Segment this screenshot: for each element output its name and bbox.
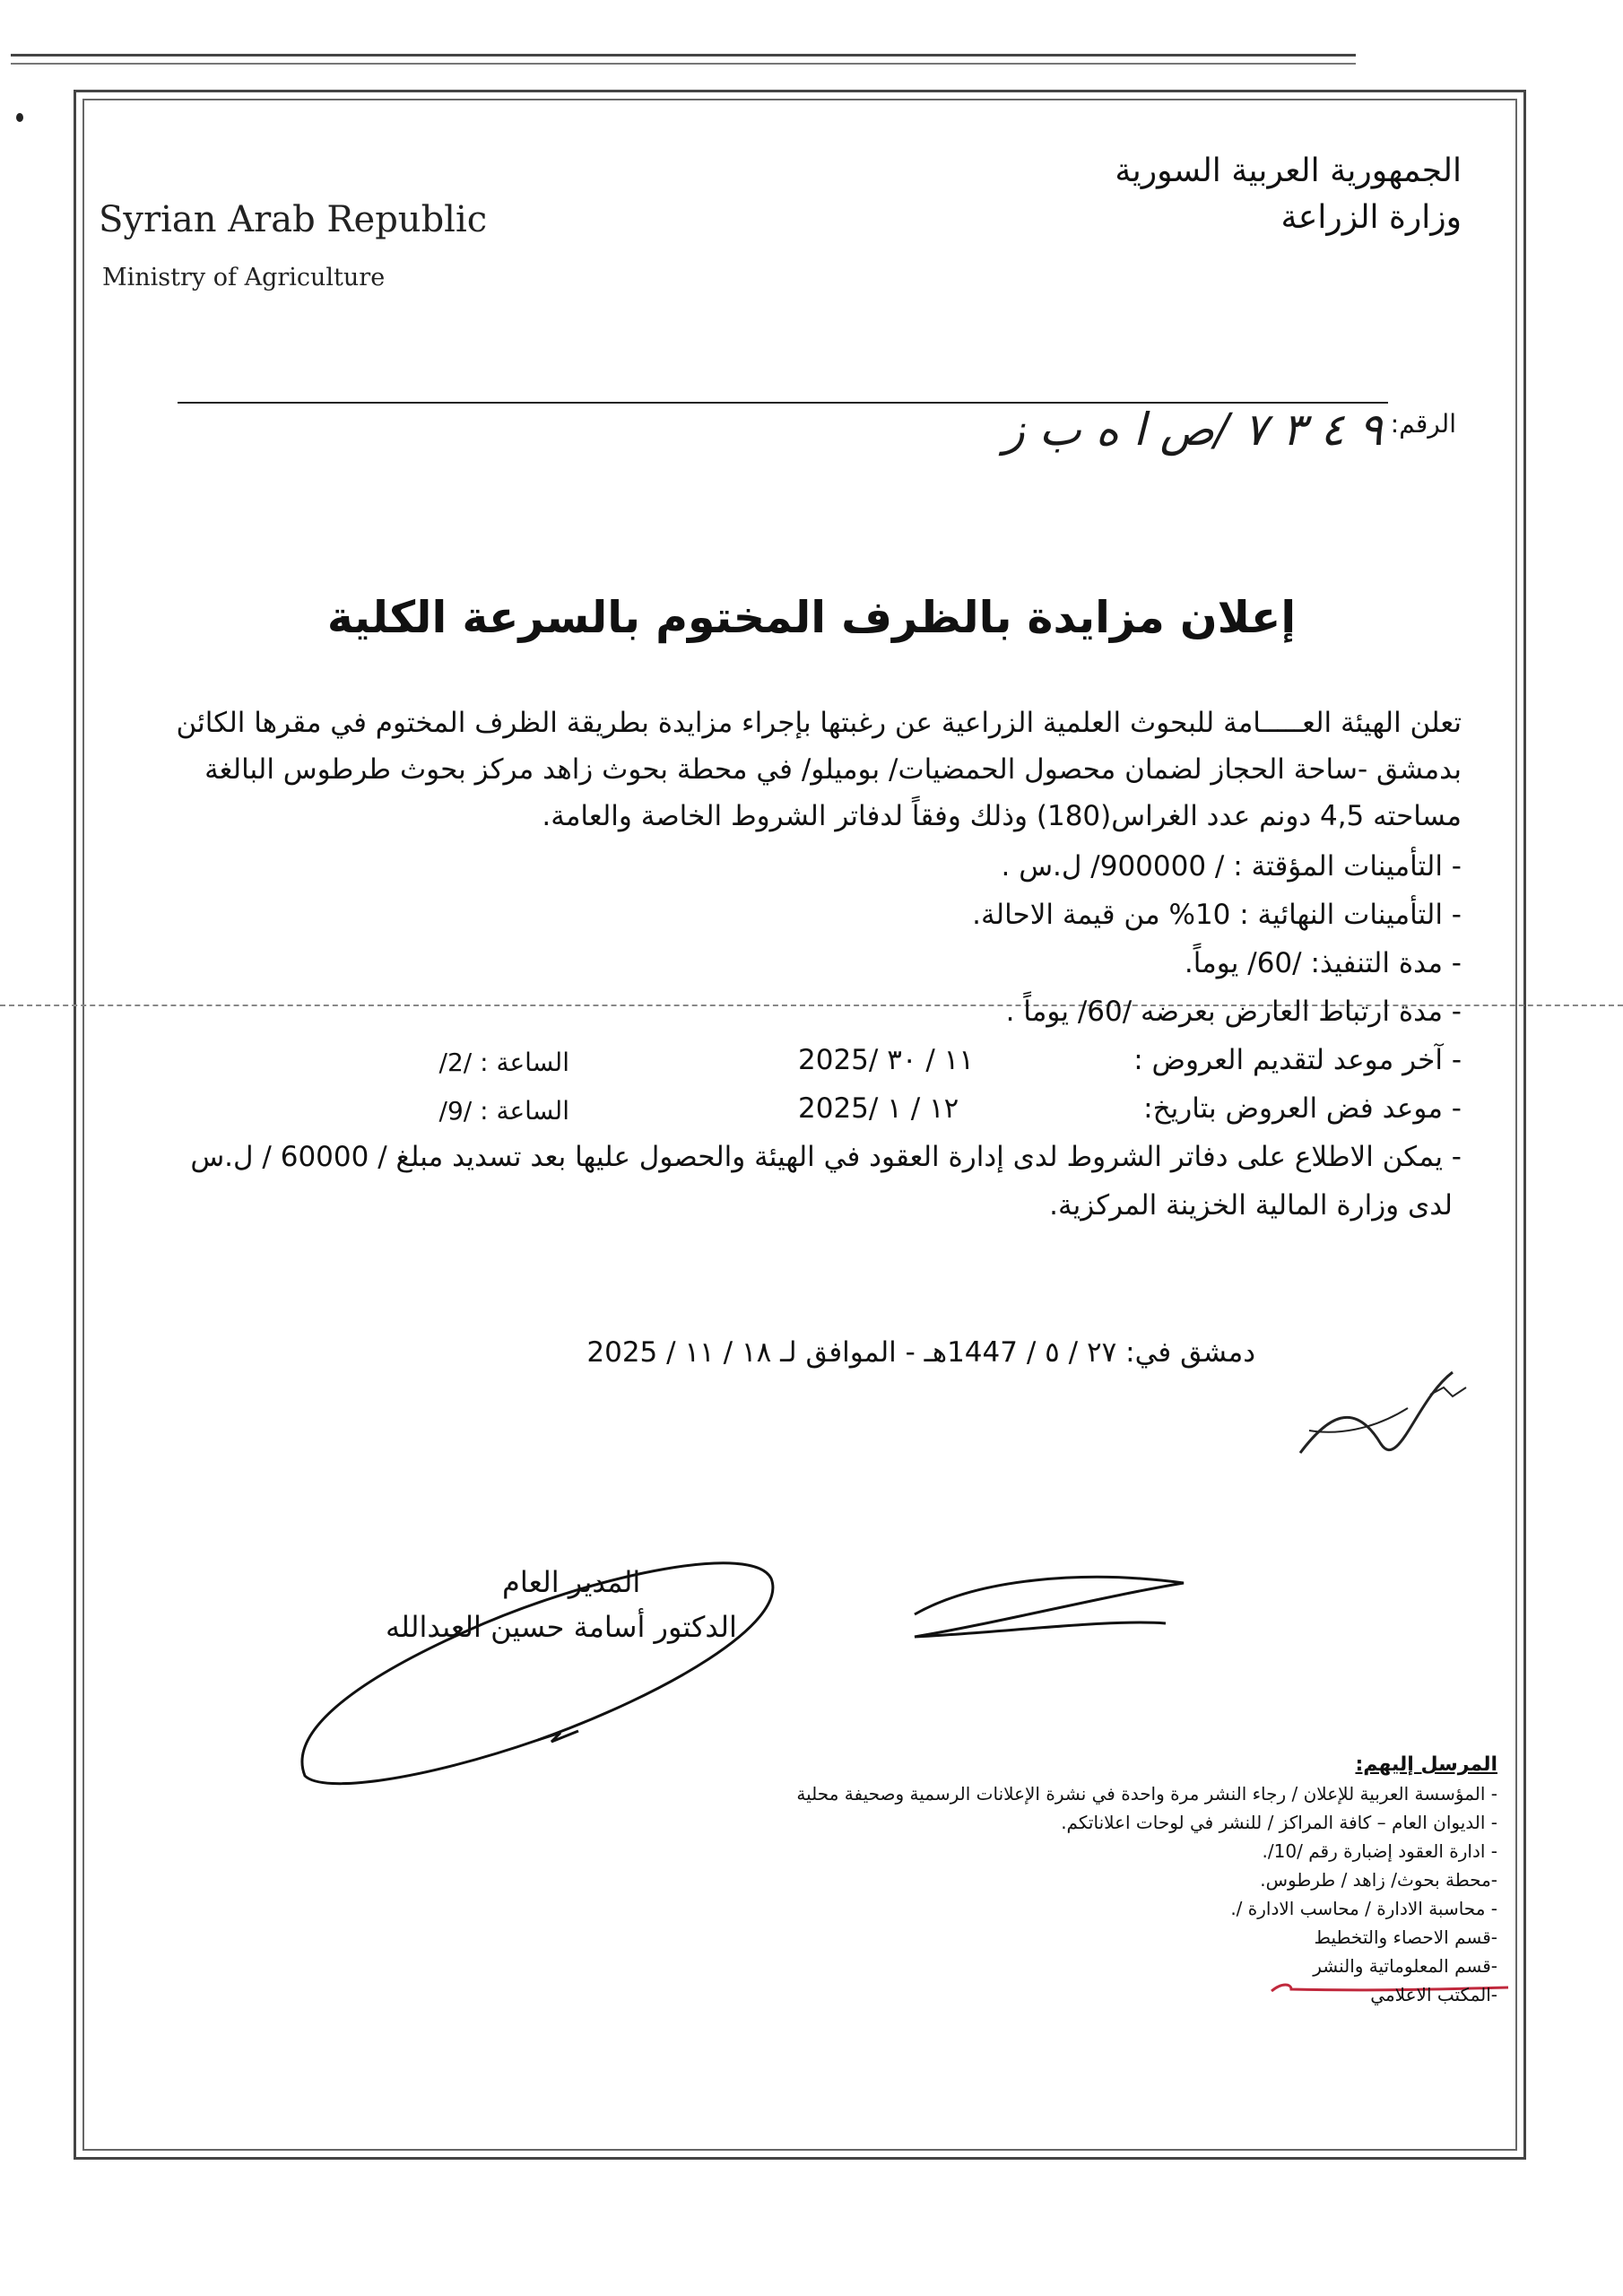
list-item: - التأمينات المؤقتة : / 900000/ ل.س . <box>1001 850 1462 883</box>
reference-label: الرقم: <box>1390 409 1456 439</box>
recipient-item: -محطة بحوث/ زاهد / طرطوس. <box>1260 1869 1497 1891</box>
recipients-heading: المرسل إليهم: <box>1355 1753 1497 1776</box>
deadline-time: الساعة : /2/ <box>438 1048 569 1077</box>
english-title: Syrian Arab Republic <box>99 199 488 240</box>
recipient-item: -المكتب الاعلامي <box>1370 1984 1497 2005</box>
recipient-item: - ادارة العقود إضبارة رقم /10/. <box>1262 1840 1497 1862</box>
review-line-2: لدى وزارة المالية الخزينة المركزية. <box>1049 1189 1453 1222</box>
announcement-intro: تعلن الهيئة العـــــامة للبحوث العلمية الزراعية عن رغبتها بإجراء مزايدة بطريقة الظرف المختوم في مقرها الكائن بدمشق -ساحة الحجاز لضمان محصول الحمضيات/ بوميلو/ في محطة بحوث زاهد مركز بحوث طرطوس البالغة مساحته 4,5 دونم عدد الغراس(180) وذلك وفقاً لدفاتر الشروط الخاصة والعامة. <box>176 707 1462 832</box>
review-line: - يمكن الاطلاع على دفاتر الشروط لدى إدارة العقود في الهيئة والحصول عليها بعد تسديد مبلغ / 60000 / ل.س <box>190 1141 1462 1173</box>
recipient-item: -قسم الاحصاء والتخطيط <box>1314 1926 1497 1948</box>
recipient-item: - المؤسسة العربية للإعلان / رجاء النشر مرة واحدة في نشرة الإعلانات الرسمية وصحيفة محلية <box>796 1783 1497 1805</box>
top-border-line-inner <box>11 63 1356 65</box>
issue-date: دمشق في: ٢٧ / ٥ / 1447هـ - الموافق لـ ١٨ / ١١ / 2025 <box>586 1336 1255 1369</box>
deadline-date: 2025/ ١١ / ٣٠ <box>798 1044 974 1076</box>
reference-number: ٩ ٤ ٣ ٧ /ص ا ه ب ز <box>1002 404 1383 456</box>
deadline-label: - آخر موعد لتقديم العروض : <box>1133 1044 1462 1076</box>
top-border-line <box>11 54 1356 57</box>
arabic-country: الجمهورية العربية السورية <box>1115 152 1462 189</box>
list-item: - مدة ارتباط العارض بعرضه /60/ يوماً . <box>1005 996 1462 1028</box>
recipient-item-highlighted: -قسم المعلوماتية والنشر <box>1313 1955 1497 1977</box>
recipient-item: - محاسبة الادارة / محاسب الادارة /. <box>1230 1898 1497 1919</box>
opening-time: الساعة : /9/ <box>438 1096 569 1126</box>
signatory-title: المدير العام <box>502 1565 641 1599</box>
director-signature <box>287 1525 807 1812</box>
recipient-item: - الديوان العام – كافة المراكز / للنشر في لوحات اعلاناتكم. <box>1061 1812 1497 1833</box>
signatory-name: الدكتور أسامة حسين العبدالله <box>386 1610 737 1644</box>
opening-label: - موعد فض العروض بتاريخ: <box>1143 1092 1462 1125</box>
announcement-title: إعلان مزايدة بالظرف المختوم بالسرعة الكلية <box>326 592 1297 643</box>
arabic-ministry: وزارة الزراعة <box>1280 199 1462 236</box>
scan-speck <box>16 113 23 122</box>
list-item: - مدة التنفيذ: /60/ يوماً. <box>1184 947 1462 979</box>
second-signature <box>897 1561 1202 1659</box>
initials-signature <box>1273 1345 1488 1489</box>
list-item: - التأمينات النهائية : 10% من قيمة الاحالة. <box>972 899 1462 931</box>
english-subtitle: Ministry of Agriculture <box>102 264 386 291</box>
opening-date: 2025/ ١٢ / ١ <box>798 1092 959 1125</box>
